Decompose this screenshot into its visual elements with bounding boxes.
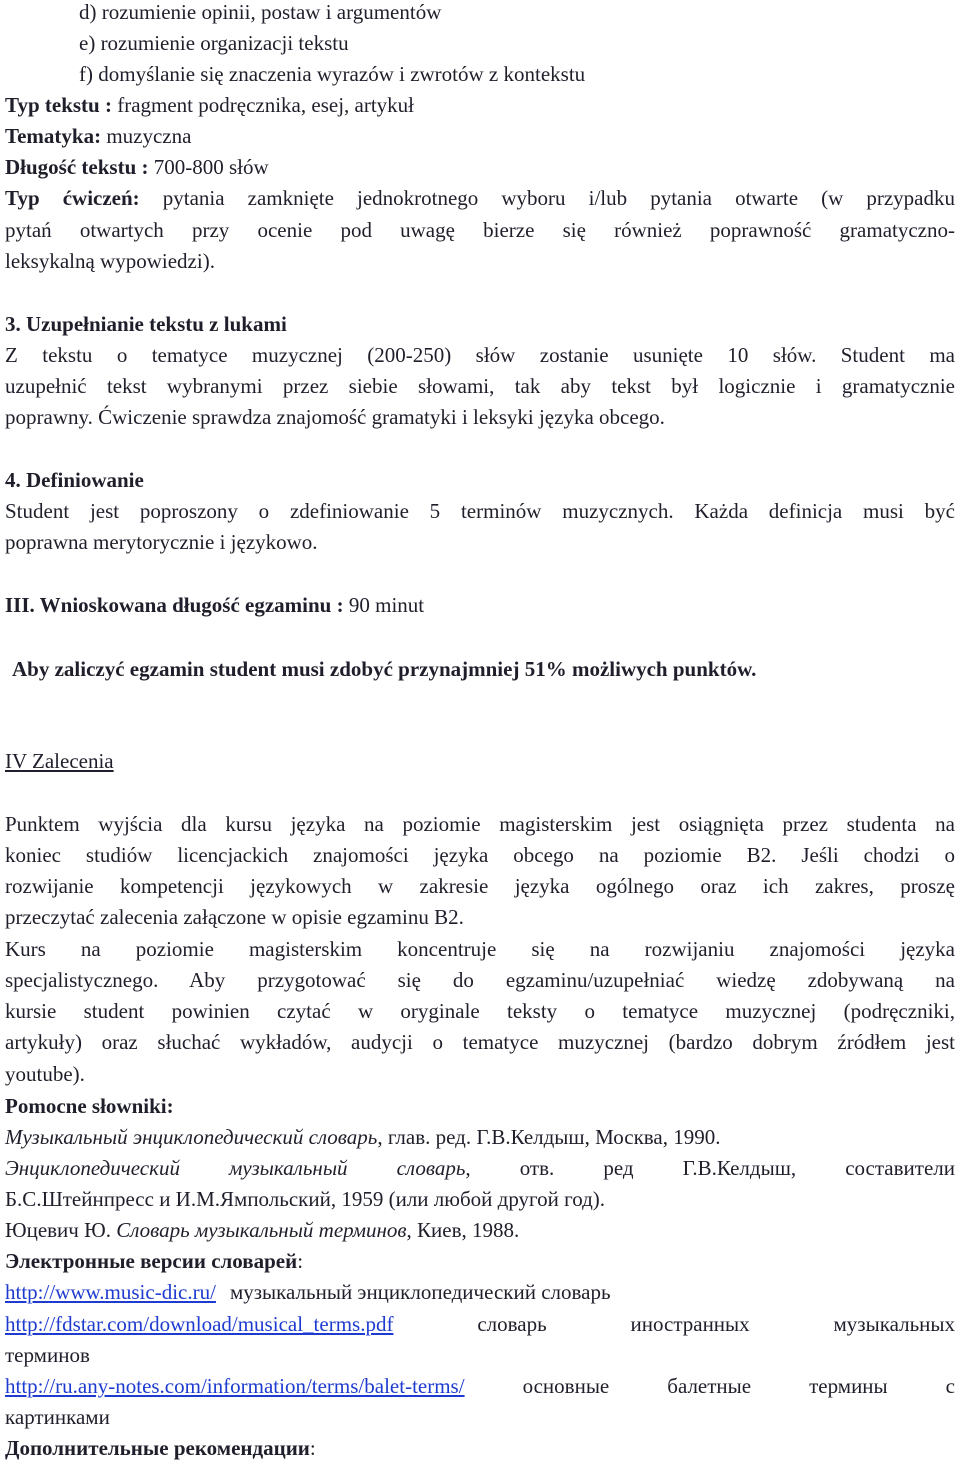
link-1-description: музыкальный энциклопедический словарь xyxy=(229,1280,611,1304)
link-3-description: основные балетные термины с xyxy=(522,1374,955,1398)
text-type-label: Typ tekstu : xyxy=(5,93,112,117)
list-item-f: f) domyślanie się znaczenia wyrazów i zwrotów z kontekstu xyxy=(79,62,586,86)
dictionary-1-details: , глав. ред. Г.В.Келдыш, Москва, 1990. xyxy=(377,1125,721,1149)
link-fdstar[interactable]: http://fdstar.com/download/musical_terms.pdf xyxy=(5,1312,394,1336)
dictionary-3-author: Юцевич Ю. xyxy=(5,1218,117,1242)
dictionary-3 xyxy=(5,1218,955,1243)
exam-length-label: III. Wnioskowana długość egzaminu : xyxy=(5,593,344,617)
link-2-description: словарь иностранных музыкальных xyxy=(477,1312,955,1336)
section-3-line-3: poprawny. Ćwiczenie sprawdza znajomość gramatyki i leksyki języka obcego. xyxy=(5,405,665,429)
text-length-value: 700-800 słów xyxy=(148,155,269,179)
section-4-heading: 4. Definiowanie xyxy=(5,468,144,492)
link-3-description-line-2: картинками xyxy=(5,1405,110,1429)
topic-label: Tematyka: xyxy=(5,124,102,148)
recommendations-p1-line-2: koniec studiów licencjackich znajomości języka obcego na poziomie B2. Jeśli chodzi o xyxy=(5,843,955,867)
link-row-3 xyxy=(5,1374,955,1399)
exercise-type-line-3: leksykalną wypowiedzi). xyxy=(5,249,215,273)
recommendations-p2-line-5: youtube). xyxy=(5,1062,85,1086)
text-type-value: fragment podręcznika, esej, artykuł xyxy=(111,93,415,117)
electronic-dictionaries-heading: Электронные версии словарей: xyxy=(5,1249,304,1273)
exercise-type-line-2: pytań otwartych przy ocenie pod uwagę bierze się również poprawność gramatyczno- xyxy=(5,218,955,242)
pass-requirement: Aby zaliczyć egzamin student musi zdobyć przynajmniej 51% możliwych punktów. xyxy=(12,657,757,681)
text-length-line xyxy=(5,155,955,180)
link-any-notes[interactable]: http://ru.any-notes.com/information/terms/balet-terms/ xyxy=(5,1374,465,1398)
exercise-type-line xyxy=(5,186,955,211)
section-4-line-1: Student jest poproszony o zdefiniowanie 5 terminów muzycznych. Każda definicja musi być xyxy=(5,499,955,523)
dictionary-3-title: Словарь музыкальный терминов xyxy=(116,1218,407,1242)
list-item-e: e) rozumienie organizacji tekstu xyxy=(79,31,349,55)
exam-length-value: 90 minut xyxy=(343,593,425,617)
link-2-description-line-2: терминов xyxy=(5,1343,90,1367)
exercise-type-value: pytania zamknięte jednokrotnego wyboru i/lub pytania otwarte (w przypadku xyxy=(139,186,955,210)
recommendations-p1-line-1: Punktem wyjścia dla kursu języka na poziomie magisterskim jest osiągnięta przez studenta na xyxy=(5,812,955,836)
exam-length-line xyxy=(5,593,955,618)
additional-recommendations-heading: Дополнительные рекомендации: xyxy=(5,1436,316,1460)
section-3-line-2: uzupełnić tekst wybranymi przez siebie słowami, tak aby tekst był logicznie i gramatycznie xyxy=(5,374,955,398)
dictionary-2-line-2: Б.С.Штейнпресс и И.М.Ямпольский, 1959 (или любой другой год). xyxy=(5,1187,606,1211)
link-music-dic[interactable]: http://www.music-dic.ru/ xyxy=(5,1280,216,1304)
recommendations-p1-line-4: przeczytać zalecenia załączone w opisie egzaminu B2. xyxy=(5,905,464,929)
dictionary-1-title: Музыкальный энциклопедический словарь xyxy=(5,1125,378,1149)
dictionary-2 xyxy=(5,1156,955,1181)
link-row-2 xyxy=(5,1312,955,1337)
recommendations-p1-line-3: rozwijanie kompetencji językowych w zakresie języka ogólnego oraz ich zakres, proszę xyxy=(5,874,955,898)
section-iv-heading: IV Zalecenia xyxy=(5,749,114,773)
dictionary-2-title: Энциклопедический музыкальный словарь xyxy=(5,1156,466,1180)
recommendations-p2-line-3: kursie student powinien czytać w oryginale teksty o tematyce muzycznej (podręczniki, xyxy=(5,999,955,1023)
recommendations-p2-line-1: Kurs na poziomie magisterskim koncentruje się na rozwijaniu znajomości języka xyxy=(5,937,955,961)
topic-value: muzyczna xyxy=(101,124,192,148)
dictionary-1 xyxy=(5,1125,955,1150)
recommendations-p2-line-4: artykuły) oraz słuchać wykładów, audycji o tematyce muzycznej (bardzo dobrym źródłem jest xyxy=(5,1030,955,1054)
dictionaries-heading: Pomocne słowniki: xyxy=(5,1094,174,1118)
dictionary-3-details: , Киев, 1988. xyxy=(406,1218,520,1242)
section-3-heading: 3. Uzupełnianie tekstu z lukami xyxy=(5,312,287,336)
text-type-line xyxy=(5,93,955,118)
section-3-line-1: Z tekstu o tematyce muzycznej (200-250) słów zostanie usunięte 10 słów. Student ma xyxy=(5,343,955,367)
link-row-1 xyxy=(5,1280,955,1305)
recommendations-p2-line-2: specjalistycznego. Aby przygotować się do egzaminu/uzupełniać wiedzę zdobywaną na xyxy=(5,968,955,992)
dictionary-2-details: , отв. ред Г.В.Келдыш, составители xyxy=(465,1156,955,1180)
text-length-label: Długość tekstu : xyxy=(5,155,149,179)
list-item-d: d) rozumienie opinii, postaw i argumentów xyxy=(79,0,442,24)
exercise-type-label: Typ ćwiczeń: xyxy=(5,186,140,210)
section-4-line-2: poprawna merytorycznie i językowo. xyxy=(5,530,318,554)
topic-line xyxy=(5,124,955,149)
